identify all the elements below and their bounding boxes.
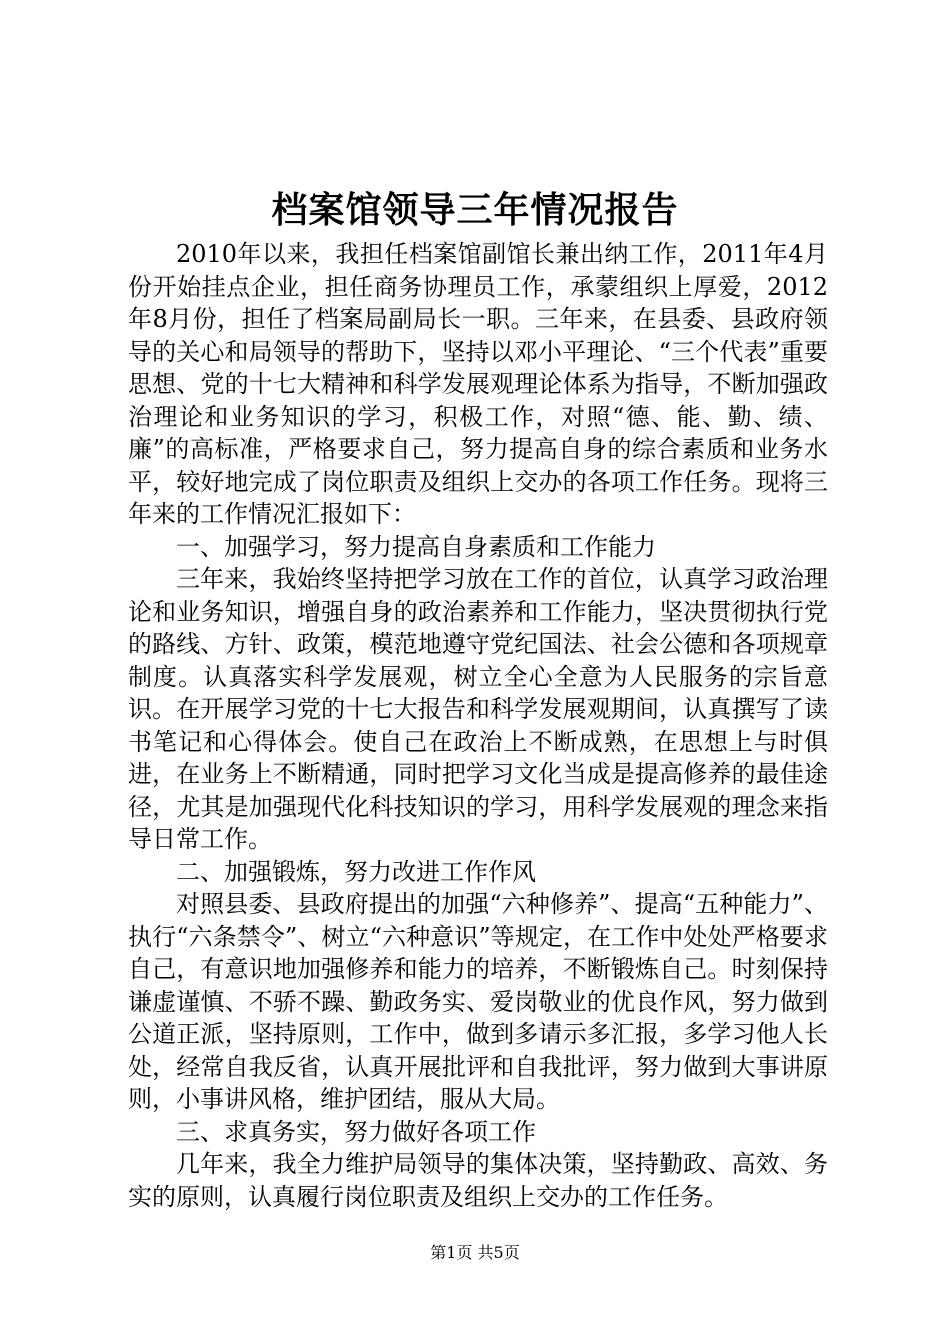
section-heading-2: 二、加强锻炼，努力改进工作作风 <box>176 857 536 886</box>
paragraph-section-3: 几年来，我全力维护局领导的集体决策，坚持勤政、高效、务实的原则，认真履行岗位职责及组织上交办的工作任务。 <box>128 1150 828 1211</box>
document-body <box>128 238 828 1213</box>
page-number-footer: 第1页 共5页 <box>430 1243 520 1262</box>
section-heading-3: 三、求真务实，努力做好各项工作 <box>176 1117 536 1146</box>
section-heading-1: 一、加强学习，努力提高自身素质和工作能力 <box>176 532 656 561</box>
document-title: 档案馆领导三年情况报告 <box>271 189 679 231</box>
paragraph-section-1: 三年来，我始终坚持把学习放在工作的首位，认真学习政治理论和业务知识，增强自身的政治素养和工作能力，坚决贯彻执行党的路线、方针、政策，模范地遵守党纪国法、社会公德和各项规章制度。认真落实科学发展观，树立全心全意为人民服务的宗旨意识。在开展学习党的十七大报告和科学发展观期间，认真撰写了读书笔记和心得体会。使自己在政治上不断成熟，在思想上与时俱进，在业务上不断精通，同时把学习文化当成是提高修养的最佳途径，尤其是加强现代化科技知识的学习，用科学发展观的理念来指导日常工作。 <box>128 565 828 853</box>
paragraph-intro: 2010年以来，我担任档案馆副馆长兼出纳工作，2011年4月份开始挂点企业，担任商务协理员工作，承蒙组织上厚爱，2012年8月份，担任了档案局副局长一职。三年来，在县委、县政府领导的关心和局领导的帮助下，坚持以邓小平理论、“三个代表”重要思想、党的十七大精神和科学发展观理论体系为指导，不断加强政治理论和业务知识的学习，积极工作，对照“德、能、勤、绩、廉”的高标准，严格要求自己，努力提高自身的综合素质和业务水平，较好地完成了岗位职责及组织上交办的各项工作任务。现将三年来的工作情况汇报如下： <box>128 240 828 528</box>
paragraph-section-2: 对照县委、县政府提出的加强“六种修养”、提高“五种能力”、执行“六条禁令”、树立“六种意识”等规定，在工作中处处严格要求自己，有意识地加强修养和能力的培养，不断锻炼自己。时刻保持谦虚谨慎、不骄不躁、勤政务实、爱岗敬业的优良作风，努力做到公道正派，坚持原则，工作中，做到多请示多汇报，多学习他人长处，经常自我反省，认真开展批评和自我批评，努力做到大事讲原则，小事讲风格，维护团结，服从大局。 <box>128 890 828 1113</box>
